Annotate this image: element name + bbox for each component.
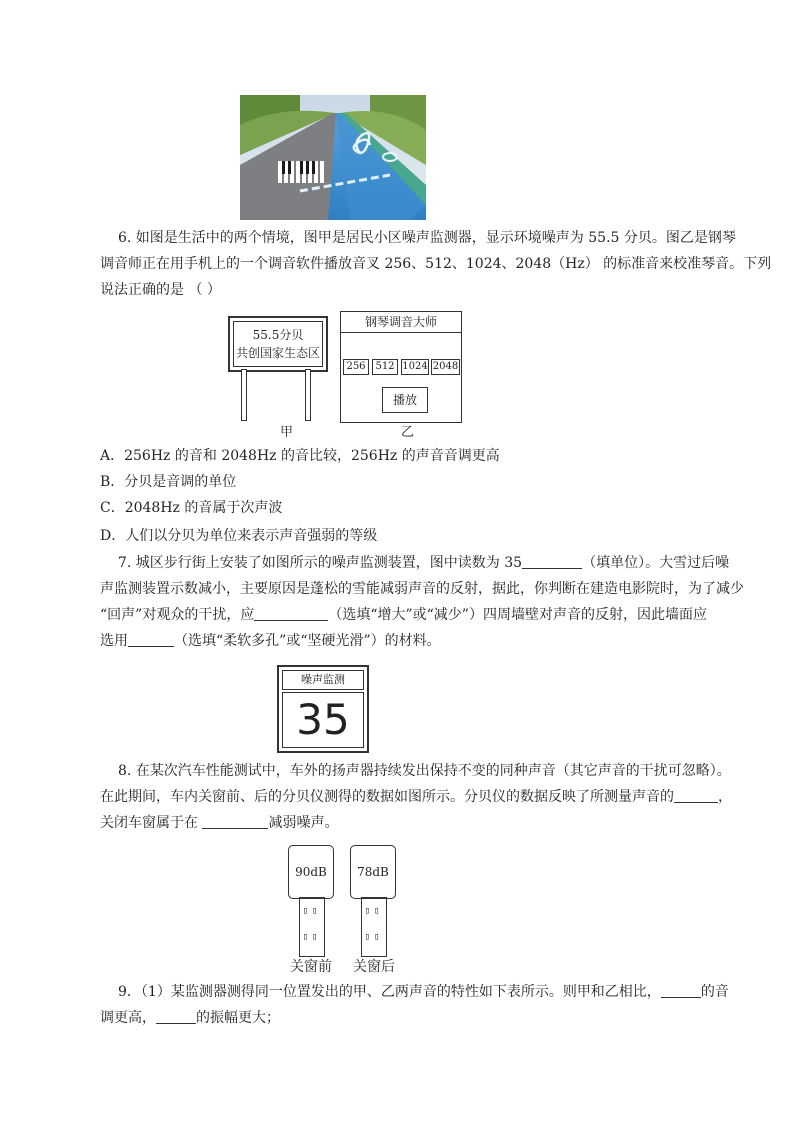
freq-button-256[interactable]: 256: [343, 359, 369, 375]
question-7-text: [100, 550, 744, 654]
label-before-closing: 关窗前: [290, 959, 332, 975]
q8-line-1: 8. 在某次汽车性能测试中，车外的扬声器持续发出保持不变的同种声音（其它声音的干扰可忽略）。: [118, 763, 731, 779]
blank-reflection[interactable]: [254, 604, 328, 621]
stem-dots-icon: ▯▯: [364, 906, 384, 916]
q7-line-3: “回声”对观众的干扰，应 （选填“增大”或“减少”）四周墙壁对声音的反射，因此墙面应: [100, 602, 720, 628]
tuning-app-phone: [340, 311, 462, 423]
app-title: 钢琴调音大师: [341, 312, 461, 333]
q7-line-2: 声监测装置示数减小，主要原因是蓬松的雪能减弱声音的反射，据此，你判断在建造电影院时，为了减少: [100, 581, 744, 597]
q7-line-1: 7. 城区步行街上安装了如图所示的噪声监测装置，图中读数为 35 （填单位）。大雪过后噪: [100, 550, 720, 576]
stem-dots-icon: ▯▯: [364, 932, 384, 942]
q9-line-1: 9．（1）某监测器测得同一位置发出的甲、乙两声音的特性如下表所示。则甲和乙相比， 的音: [100, 979, 720, 1005]
play-button[interactable]: 播放: [382, 387, 428, 413]
blank-pitch[interactable]: [661, 981, 701, 998]
blank-unit[interactable]: [522, 552, 582, 569]
blank-amplitude[interactable]: [156, 1007, 196, 1024]
freq-button-1024[interactable]: 1024: [401, 359, 429, 375]
noise-sign-board: [228, 316, 328, 372]
decibel-meter-after: 78dB: [350, 845, 396, 899]
noise-monitor-display: [277, 665, 369, 753]
q7-line-4: 选用 （选填“柔软多孔”或“坚硬光滑”）的材料。: [100, 628, 720, 654]
piano-road-illustration: [240, 95, 426, 220]
caption-yi: 乙: [401, 425, 415, 440]
monitor-reading: 35: [282, 692, 364, 748]
meter-stem-before: [299, 897, 325, 957]
question-6-text: [100, 225, 772, 303]
option-b: B．分贝是音调的单位: [100, 474, 237, 490]
option-d: D．人们以分贝为单位来表示声音强弱的等级: [100, 528, 378, 544]
option-a: A．256Hz 的音和 2048Hz 的音比较，256Hz 的声音音调更高: [100, 448, 500, 464]
question-9-text: [100, 979, 729, 1031]
q9-line-2: 调更高， 的振幅更大；: [100, 1005, 720, 1031]
q8-line-3: 关闭车窗属于在 减弱噪声。: [100, 810, 720, 836]
q6-line-2: 调音师正在用手机上的一个调音软件播放音叉 256、512、1024、2048（Hz） 的标准音来校准琴音。下列: [100, 256, 772, 272]
q6-line-1: 6. 如图是生活中的两个情境，图甲是居民小区噪声监测器，显示环境噪声为 55.5 分贝。图乙是钢琴: [118, 230, 736, 246]
blank-stage[interactable]: [202, 812, 268, 829]
label-after-closing: 关窗后: [353, 959, 395, 975]
blank-material[interactable]: [128, 630, 174, 647]
decibel-meter-before: 90dB: [288, 845, 334, 899]
question-8-text: [100, 758, 732, 836]
sign-post-right: [305, 369, 311, 421]
stem-dots-icon: ▯▯: [302, 906, 322, 916]
q6-line-3: 说法正确的是 （ ）: [100, 282, 221, 298]
road-photo: [240, 95, 426, 220]
freq-button-2048[interactable]: 2048: [431, 359, 460, 375]
monitor-title: 噪声监测: [282, 670, 364, 690]
sign-reading: 55.5分贝: [252, 328, 304, 342]
stem-dots-icon: ▯▯: [302, 932, 322, 942]
freq-button-512[interactable]: 512: [372, 359, 398, 375]
caption-jia: 甲: [280, 425, 294, 440]
sign-post-left: [241, 369, 247, 421]
blank-characteristic[interactable]: [674, 786, 718, 803]
meter-stem-after: [361, 897, 387, 957]
option-c: C．2048Hz 的音属于次声波: [100, 500, 283, 516]
sign-slogan: 共创国家生态区: [235, 346, 320, 360]
q8-line-2: 在此期间，车内关窗前、后的分贝仪测得的数据如图所示。分贝仪的数据反映了所测量声音的 ，: [100, 784, 720, 810]
